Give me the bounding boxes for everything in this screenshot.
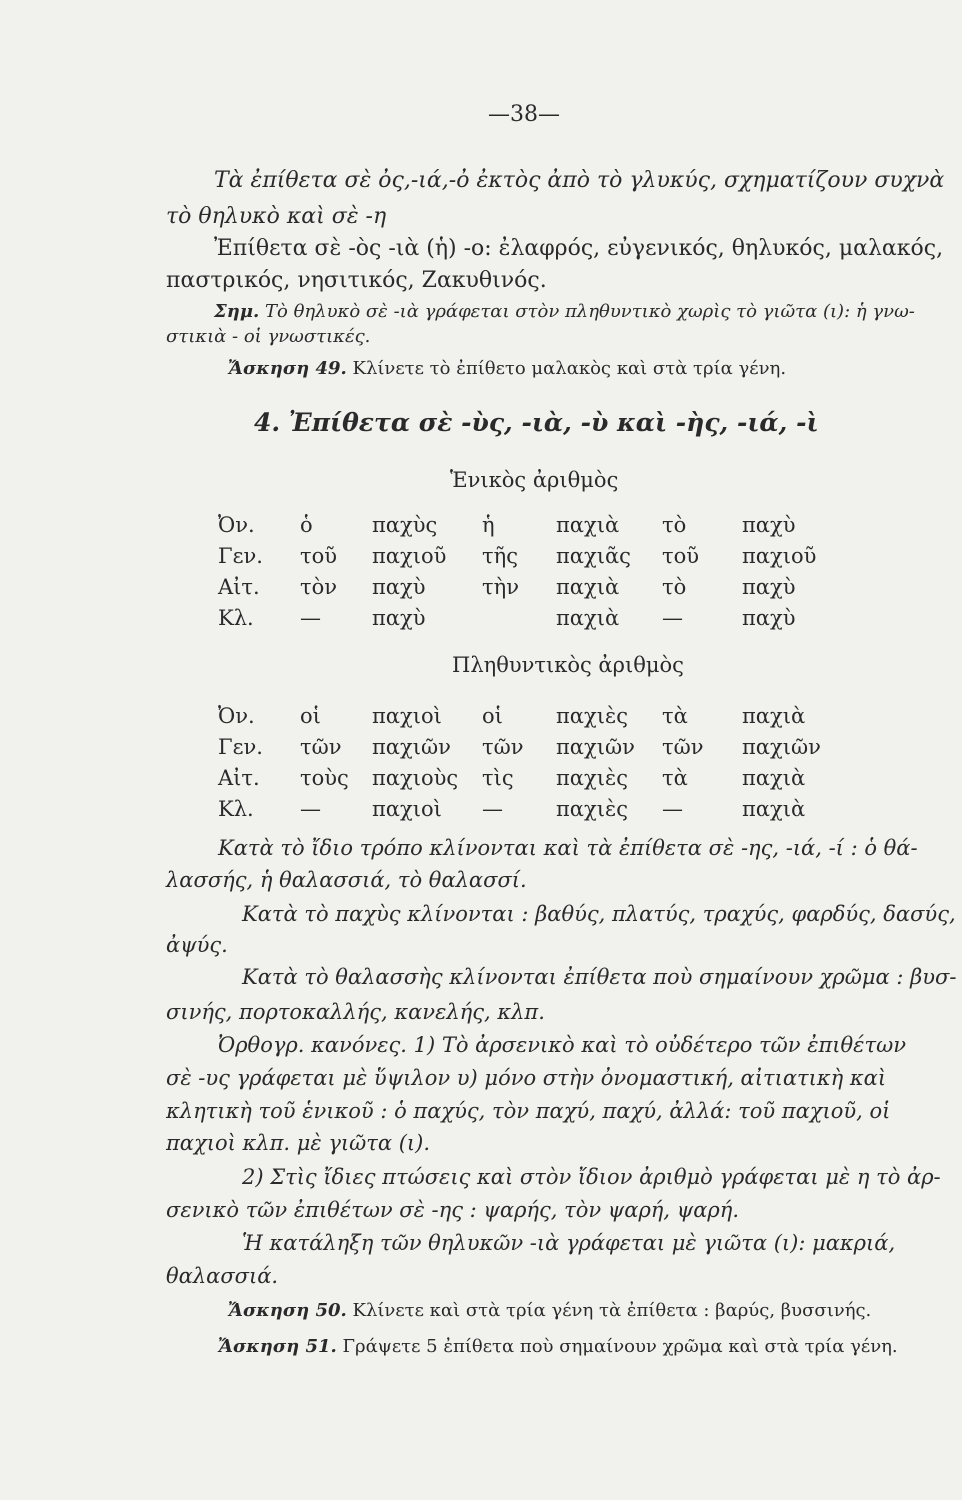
after-line-13: Ἡ κατάληξη τῶν θηλυκῶν -ιὰ γράφεται μὲ γιῶτα (ι): μακριά, bbox=[242, 1231, 896, 1255]
plural-row-1-c3: οἱ bbox=[482, 704, 503, 728]
note-text-1: Τὸ θηλυκὸ σὲ -ιὰ γράφεται στὸν πληθυντικὸ χωρὶς τὸ γιῶτα (ι): ἡ γνω- bbox=[265, 301, 915, 322]
after-line-3: Κατὰ τὸ παχὺς κλίνονται : βαθύς, πλατύς, τραχύς, φαρδύς, δασύς, bbox=[242, 902, 956, 926]
singular-row-2-c5: τοῦ bbox=[662, 544, 700, 568]
singular-row-1-c4: παχιὰ bbox=[556, 513, 620, 537]
plural-row-2-case: Γεν. bbox=[218, 735, 263, 759]
after-line-9: κλητικὴ τοῦ ἑνικοῦ : ὁ παχύς, τὸν παχύ, παχύ, ἀλλά: τοῦ παχιοῦ, οἱ bbox=[166, 1099, 891, 1123]
plural-row-1-c1: οἱ bbox=[300, 704, 321, 728]
section-title: 4. Ἐπίθετα σὲ -ὺς, -ιὰ, -ὺ καὶ -ὴς, -ιά, -ὶ bbox=[254, 408, 819, 437]
plural-row-4-c6: παχιὰ bbox=[742, 797, 806, 821]
exercise-51-text: Γράψετε 5 ἐπίθετα ποὺ σημαίνουν χρῶμα καὶ στὰ τρία γένη. bbox=[342, 1336, 898, 1357]
plural-row-3-c6: παχιὰ bbox=[742, 766, 806, 790]
plural-title: Πληθυντικὸς ἀριθμὸς bbox=[452, 653, 684, 677]
singular-row-2-c3: τῆς bbox=[482, 544, 518, 568]
after-line-12: σενικὸ τῶν ἐπιθέτων σὲ -ης : ψαρής, τὸν ψαρή, ψαρή. bbox=[166, 1198, 739, 1222]
singular-row-4-c6: παχὺ bbox=[742, 606, 796, 630]
singular-title: Ἑνικὸς ἀριθμὸς bbox=[450, 468, 619, 492]
singular-row-1-c1: ὁ bbox=[300, 513, 313, 537]
singular-row-3-c1: τὸν bbox=[300, 575, 338, 599]
after-line-1: Κατὰ τὸ ἴδιο τρόπο κλίνονται καὶ τὰ ἐπίθετα σὲ -ης, -ιά, -ί : ὁ θά- bbox=[218, 836, 918, 860]
after-line-8: σὲ -υς γράφεται μὲ ὕψιλον υ) μόνο στὴν ὀνομαστική, αἰτιατικὴ καὶ bbox=[166, 1066, 887, 1090]
after-line-10: παχιοὶ κλπ. μὲ γιῶτα (ι). bbox=[166, 1131, 430, 1155]
plural-row-4-c3: — bbox=[482, 797, 503, 821]
plural-row-4-c1: — bbox=[300, 797, 321, 821]
singular-row-2-c2: παχιοῦ bbox=[372, 544, 447, 568]
plural-row-3-c1: τοὺς bbox=[300, 766, 349, 790]
plural-row-3-case: Αἰτ. bbox=[218, 766, 260, 790]
after-line-11: 2) Στὶς ἴδιες πτώσεις καὶ στὸν ἴδιον ἀριθμὸ γράφεται μὲ η τὸ ἀρ- bbox=[242, 1165, 941, 1189]
plural-row-3-c3: τὶς bbox=[482, 766, 514, 790]
singular-row-2-case: Γεν. bbox=[218, 544, 263, 568]
plural-row-1-case: Ὀν. bbox=[218, 704, 255, 728]
singular-row-3-c3: τὴν bbox=[482, 575, 519, 599]
note-line-2: στικιὰ - οἱ γνωστικές. bbox=[166, 326, 371, 347]
exercise-51-label: Ἄσκηση 51. bbox=[218, 1336, 337, 1357]
plural-row-1-c4: παχιὲς bbox=[556, 704, 628, 728]
exercise-50 bbox=[228, 1302, 871, 1320]
singular-row-4-c5: — bbox=[662, 606, 683, 630]
singular-row-3-c5: τὸ bbox=[662, 575, 687, 599]
plural-row-1-c2: παχιοὶ bbox=[372, 704, 442, 728]
exercise-49-text: Κλίνετε τὸ ἐπίθετο μαλακὸς καὶ στὰ τρία γένη. bbox=[352, 358, 787, 379]
plural-row-4-c5: — bbox=[662, 797, 683, 821]
plural-row-3-c2: παχιοὺς bbox=[372, 766, 459, 790]
singular-row-4-c4: παχιὰ bbox=[556, 606, 620, 630]
exercise-49-label: Ἄσκηση 49. bbox=[228, 358, 347, 379]
after-line-7: Ὀρθογρ. κανόνες. 1) Τὸ ἀρσενικὸ καὶ τὸ οὐδέτερο τῶν ἐπιθέτων bbox=[218, 1033, 906, 1057]
plural-row-2-c1: τῶν bbox=[300, 735, 342, 759]
plural-row-4-c2: παχιοὶ bbox=[372, 797, 442, 821]
after-line-5: Κατὰ τὸ θαλασσὴς κλίνονται ἐπίθετα ποὺ σημαίνουν χρῶμα : βυσ- bbox=[242, 965, 957, 989]
singular-row-2-c1: τοῦ bbox=[300, 544, 338, 568]
plural-row-2-c4: παχιῶν bbox=[556, 735, 635, 759]
singular-row-1-c5: τὸ bbox=[662, 513, 687, 537]
intro-line-1: Τὰ ἐπίθετα σὲ ὀς,-ιά,-ὀ ἐκτὸς ἀπὸ τὸ γλυκύς, σχηματίζουν συχνὰ bbox=[214, 168, 945, 193]
after-line-2: λασσής, ἡ θαλασσιά, τὸ θαλασσί. bbox=[166, 868, 527, 892]
singular-row-4-c1: — bbox=[300, 606, 321, 630]
plural-row-2-c3: τῶν bbox=[482, 735, 524, 759]
singular-row-3-c4: παχιὰ bbox=[556, 575, 620, 599]
singular-row-2-c4: παχιᾶς bbox=[556, 544, 631, 568]
singular-row-1-case: Ὀν. bbox=[218, 513, 255, 537]
singular-row-1-c3: ἡ bbox=[482, 513, 495, 537]
exercise-50-text: Κλίνετε καὶ στὰ τρία γένη τὰ ἐπίθετα : βαρύς, βυσσινής. bbox=[352, 1300, 872, 1321]
singular-row-1-c6: παχὺ bbox=[742, 513, 796, 537]
intro-line-4: παστρικός, νησιτικός, Ζακυθινός. bbox=[166, 268, 547, 293]
plural-row-3-c4: παχιὲς bbox=[556, 766, 628, 790]
plural-row-2-c6: παχιῶν bbox=[742, 735, 821, 759]
singular-row-4-c2: παχὺ bbox=[372, 606, 426, 630]
singular-row-3-c2: παχὺ bbox=[372, 575, 426, 599]
exercise-49 bbox=[228, 360, 786, 378]
plural-row-1-c6: παχιὰ bbox=[742, 704, 806, 728]
plural-row-2-c5: τῶν bbox=[662, 735, 704, 759]
after-line-4: ἀψύς. bbox=[166, 933, 228, 957]
plural-row-4-case: Κλ. bbox=[218, 797, 254, 821]
exercise-50-label: Ἄσκηση 50. bbox=[228, 1300, 347, 1321]
note-label: Σημ. bbox=[214, 301, 260, 322]
singular-row-1-c2: παχὺς bbox=[372, 513, 438, 537]
exercise-51 bbox=[218, 1338, 898, 1356]
singular-row-3-case: Αἰτ. bbox=[218, 575, 260, 599]
plural-row-1-c5: τὰ bbox=[662, 704, 688, 728]
intro-line-2: τὸ θηλυκὸ καὶ σὲ -η bbox=[166, 204, 387, 229]
plural-row-3-c5: τὰ bbox=[662, 766, 688, 790]
singular-row-3-c6: παχὺ bbox=[742, 575, 796, 599]
plural-row-2-c2: παχιῶν bbox=[372, 735, 451, 759]
after-line-6: σινής, πορτοκαλλής, κανελής, κλπ. bbox=[166, 1000, 545, 1024]
plural-row-4-c4: παχιὲς bbox=[556, 797, 628, 821]
singular-row-2-c6: παχιοῦ bbox=[742, 544, 817, 568]
page-number: —38— bbox=[488, 102, 560, 127]
intro-line-3: Ἐπίθετα σὲ -ὸς -ιὰ (ἡ) -ο: ἐλαφρός, εὐγενικός, θηλυκός, μαλακός, bbox=[214, 236, 944, 261]
singular-row-4-case: Κλ. bbox=[218, 606, 254, 630]
note-line-1 bbox=[214, 303, 915, 321]
after-line-14: θαλασσιά. bbox=[166, 1264, 279, 1288]
